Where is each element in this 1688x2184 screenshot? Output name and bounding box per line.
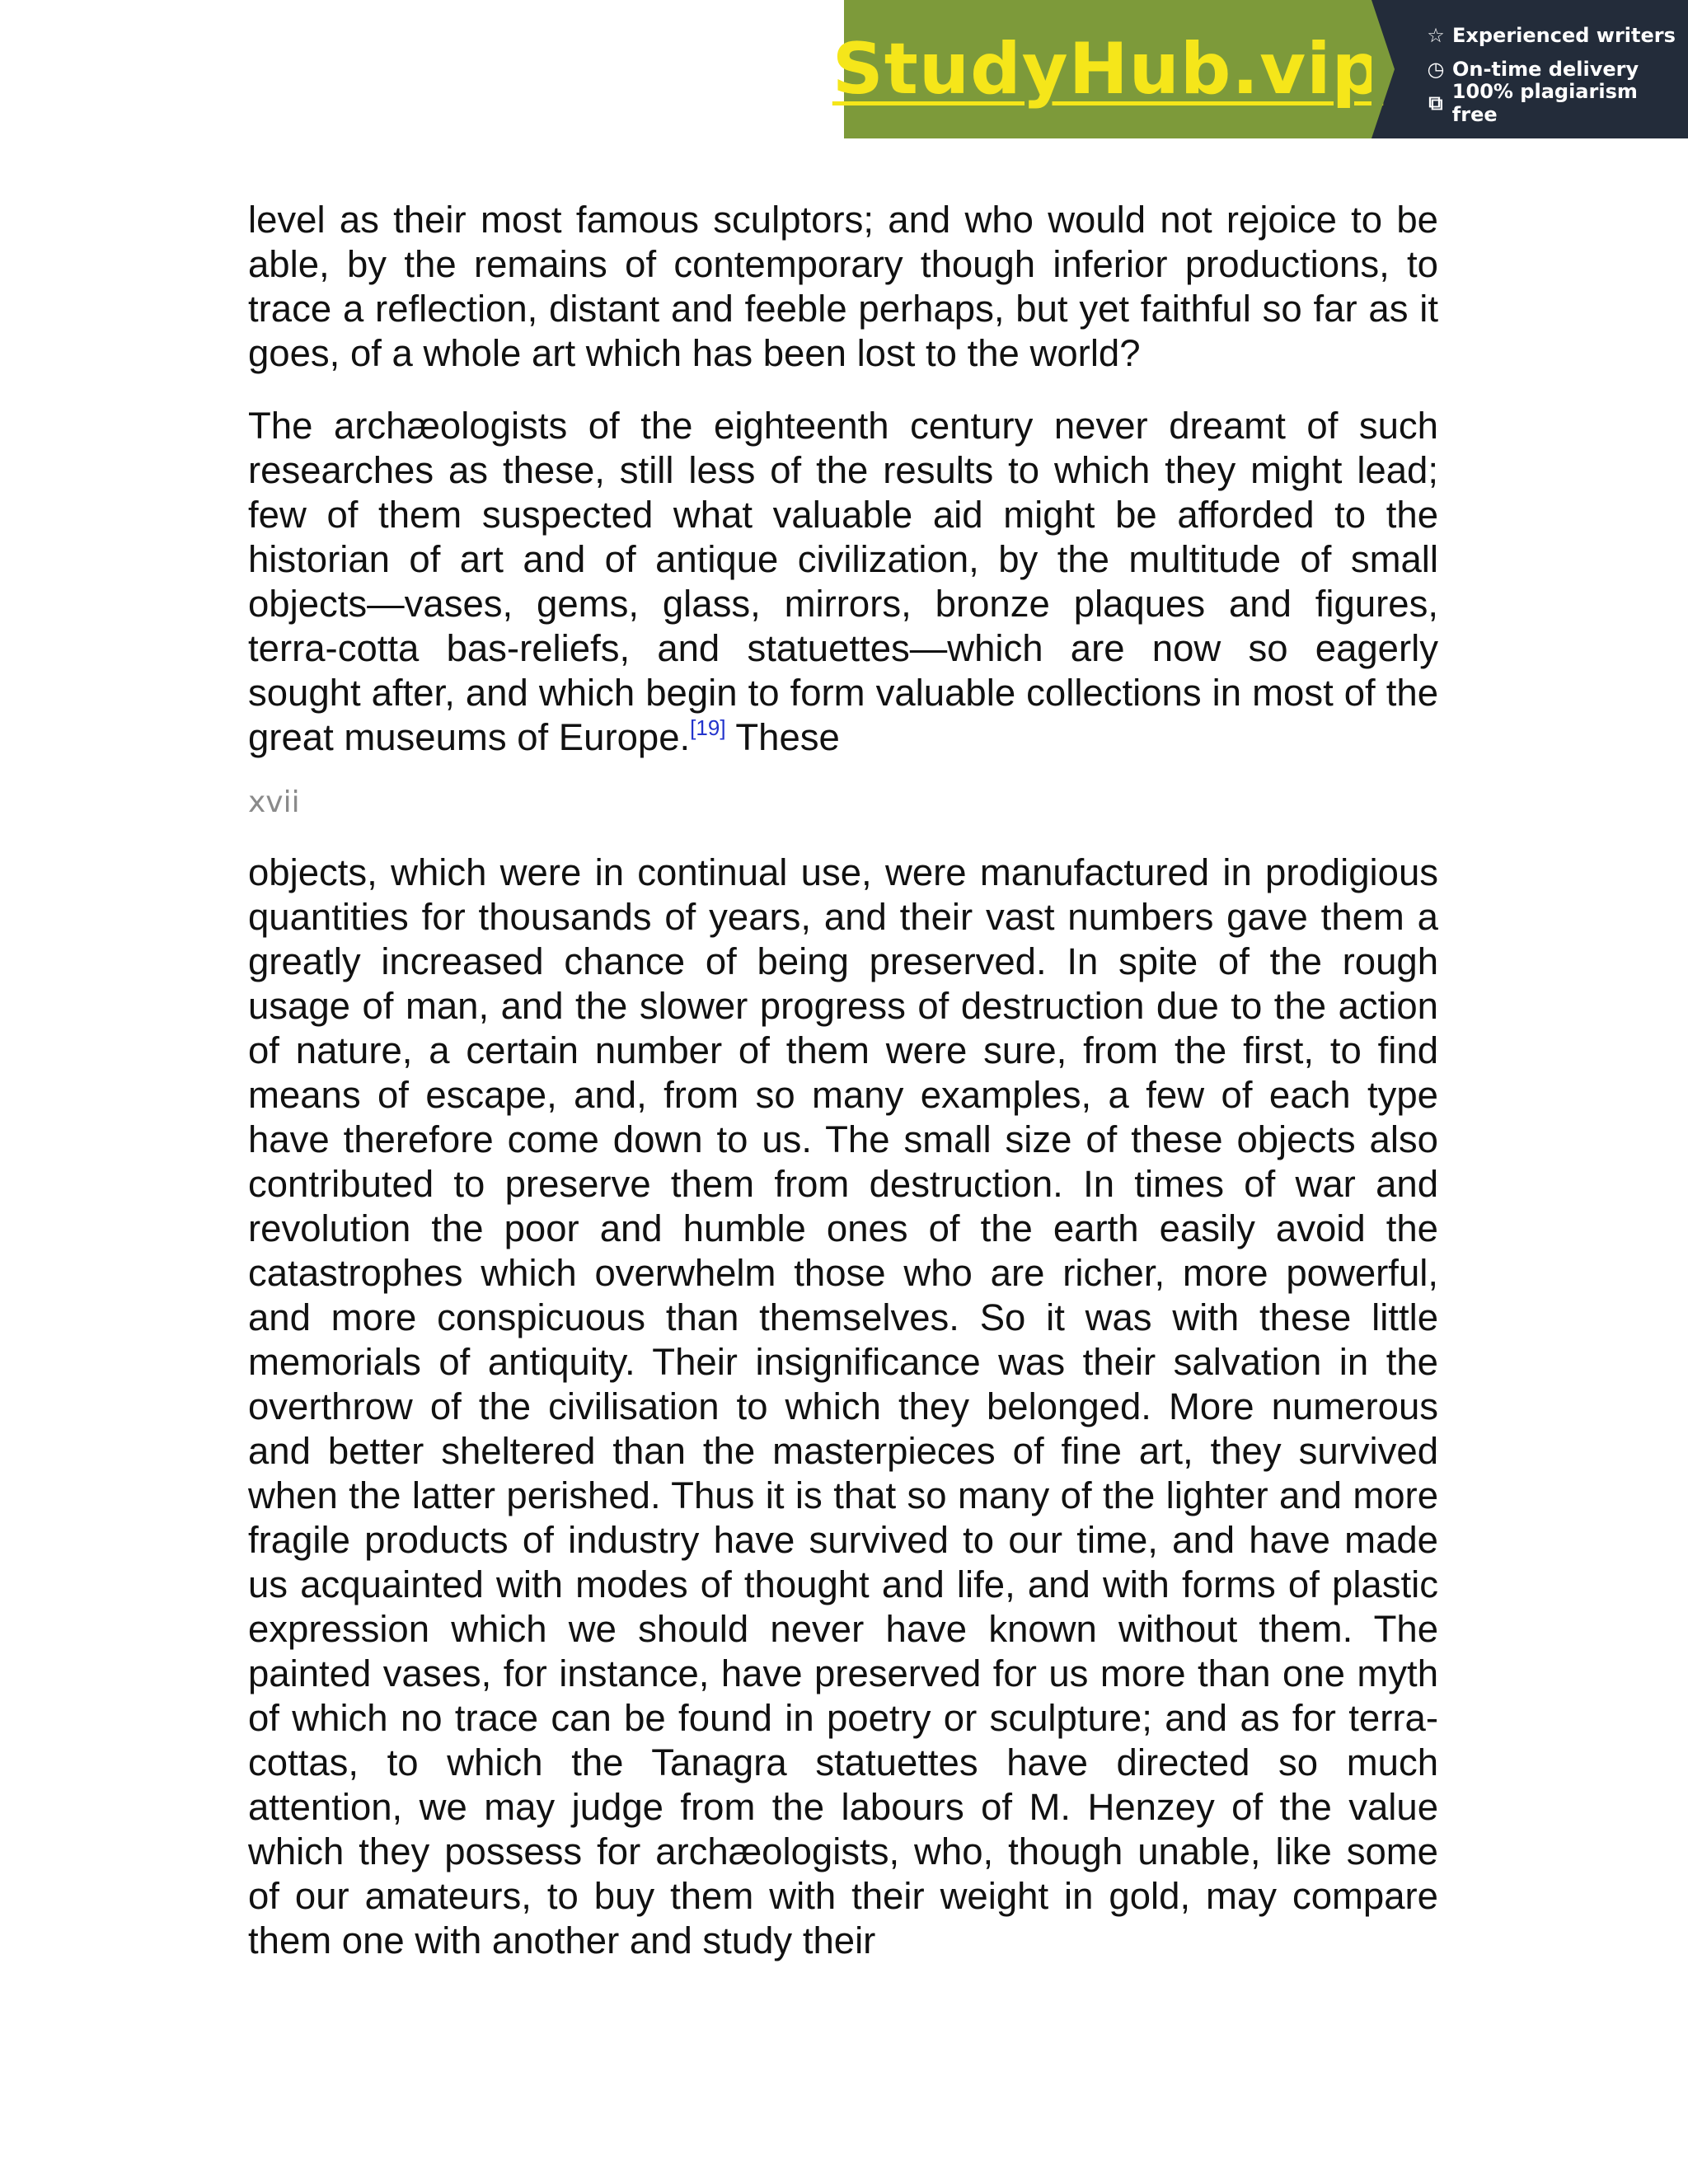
page-number: xvii <box>248 785 300 819</box>
feature-plagiarism-free <box>1424 80 1688 126</box>
paragraph-2 <box>248 404 1438 760</box>
feature-label: Experienced writers <box>1452 24 1676 47</box>
feature-label: 100% plagiarism free <box>1451 80 1638 126</box>
studyhub-banner[interactable] <box>832 0 1688 138</box>
footnote-link[interactable]: [19] <box>690 715 726 740</box>
paragraph-1: level as their most famous sculptors; and who would not rejoice to be able, by the remains of contemporary though inferior productions, to trace a reflection, distant and feeble perhaps, but yet faithful so far as it goes, of a whole art which has been lost to the world? <box>248 199 1438 374</box>
paragraph-2-tail: These <box>725 716 840 758</box>
copy-icon: ⧉ <box>1428 91 1443 115</box>
feature-experienced-writers <box>1424 19 1688 53</box>
clock-icon: ◷ <box>1427 58 1445 81</box>
feature-list <box>1372 0 1688 138</box>
paragraph-3: objects, which were in continual use, were manufactured in prodigious quantities for thousands of years, and their vast numbers gave them a greatly increased chance of being preserved. In spite of the rough usage of man, and the slower progress of destruction due to the action of nature, a certain number of them were sure, from the first, to find means of escape, and, from so many examples, a few of each type have therefore come down to us. The small size of these objects also contributed to preserve them from destruction. In times of war and revolution the poor and humble ones of the earth easily avoid the catastrophes which overwhelm those who are richer, more powerful, and more conspicuous than themselves. So it was with these little memorials of antiquity. Their insignificance was their salvation in the overthrow of the civilisation to which they belonged. More numerous and better sheltered than the masterpieces of fine art, they survived when the latter perished. Thus it is that so many of the lighter and more fragile products of industry have survived to our time, and have made us acquainted with modes of thought and life, and with forms of plastic expression which we should never have known without them. The painted vases, for instance, have preserved for us more than one myth of which no trace can be found in poetry or sculpture; and as for terra-cottas, to which the Tanagra statuettes have directed so much attention, we may judge from the labours of M. Henzey of the value which they possess for archæologists, who, though unable, like some of our amateurs, to buy them with their weight in gold, may compare them one with another and study their <box>248 851 1438 1961</box>
feature-label: On-time delivery <box>1452 58 1639 81</box>
document-body <box>248 198 1438 1963</box>
star-icon: ☆ <box>1427 24 1445 47</box>
paragraph-2-text: The archæologists of the eighteenth century never dreamt of such researches as these, still less of the results to which they might lead; few of them suspected what valuable aid might be afforded to the historian of art and of antique civilization, by the multitude of small objects—vases, gems, glass, mirrors, bronze plaques and figures, terra-cotta bas-reliefs, and statuettes—which are now so eagerly sought after, and which begin to form valuable collections in most of the great museums of Europe. <box>248 405 1438 758</box>
brand-logo[interactable] <box>832 0 1384 138</box>
brand-name: StudyHub.vip <box>832 28 1384 110</box>
